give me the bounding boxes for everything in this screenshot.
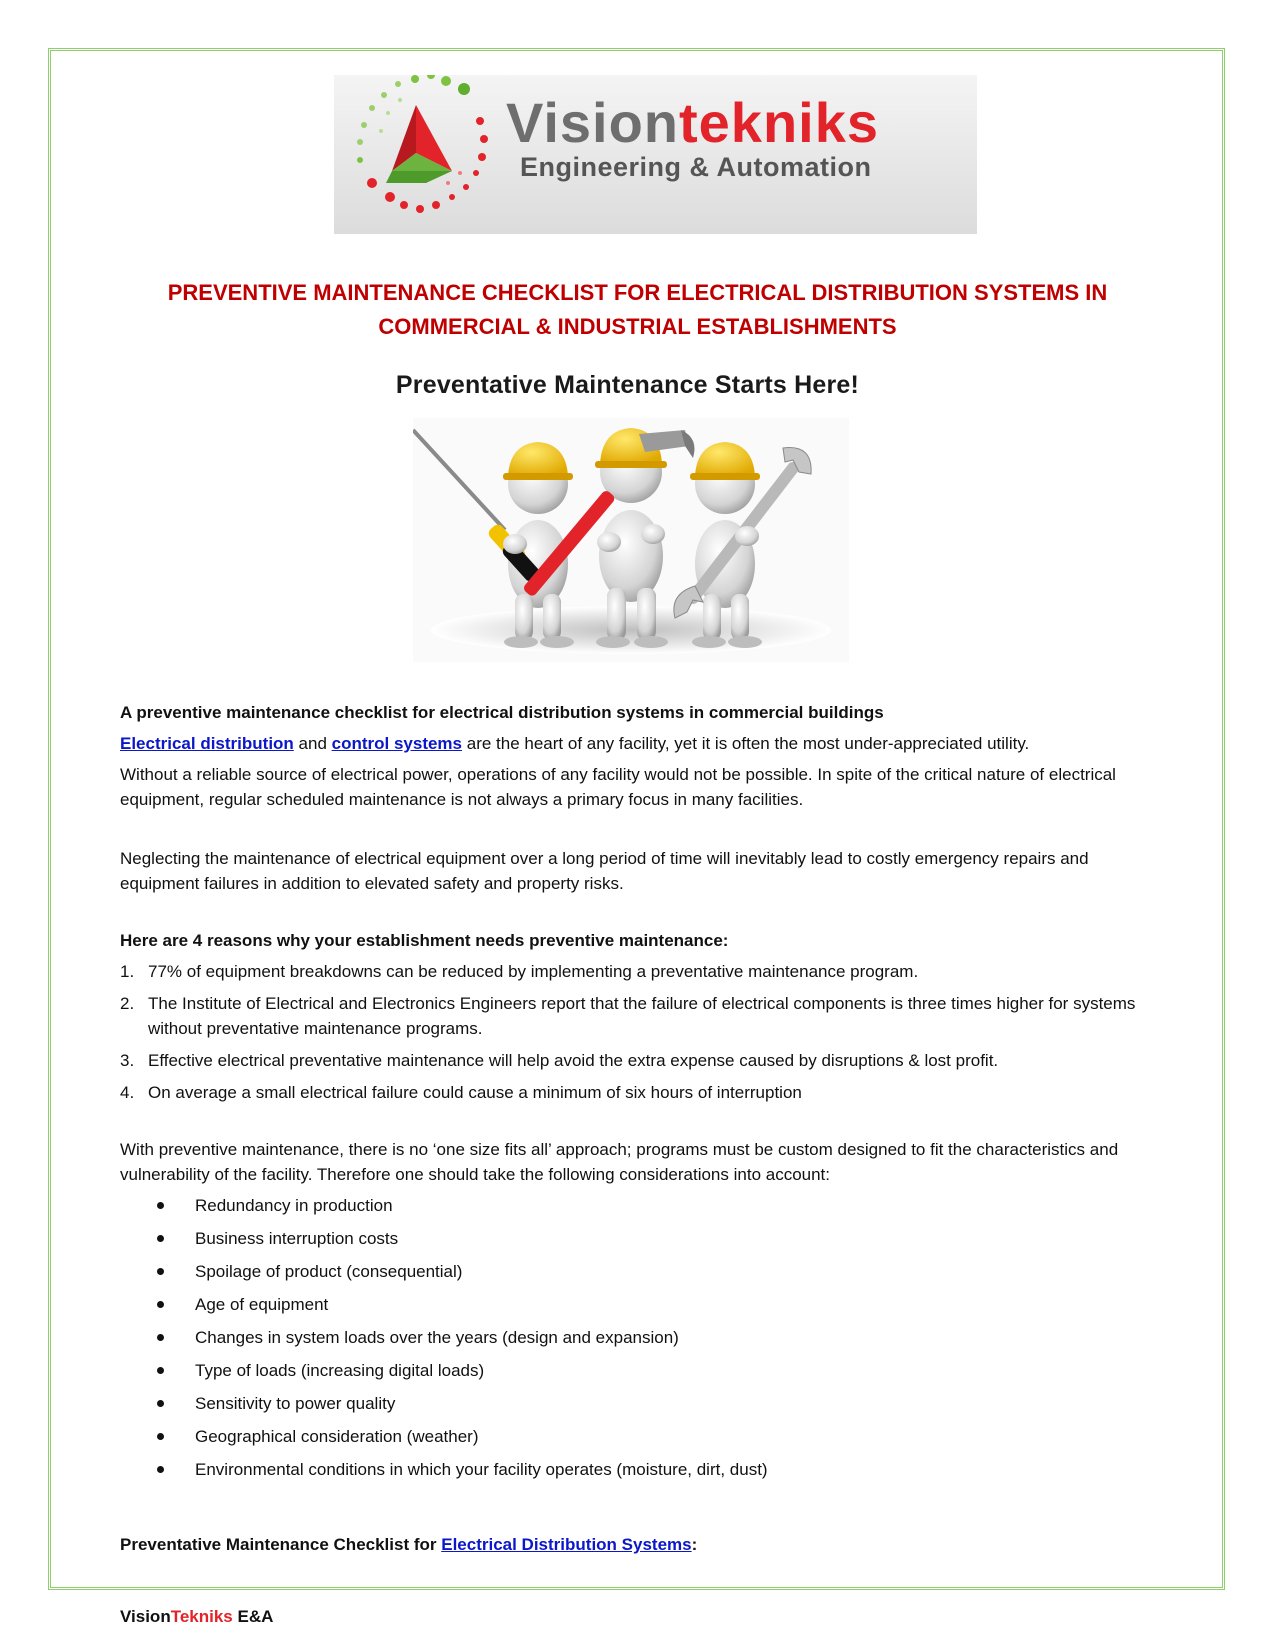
list-item: Business interruption costs — [120, 1226, 1160, 1259]
title-line-1: PREVENTIVE MAINTENANCE CHECKLIST FOR ELECTRICAL DISTRIBUTION SYSTEMS IN — [167, 280, 1108, 305]
list-item: Type of loads (increasing digital loads) — [120, 1358, 1160, 1391]
list-item: 3. Effective electrical preventative maintenance will help avoid the extra expense caused by disruptions & lost profit. — [120, 1051, 999, 1070]
list-item: Sensitivity to power quality — [120, 1391, 1160, 1424]
three-workers-illustration — [413, 418, 849, 662]
intro-paragraph-3: Neglecting the maintenance of electrical equipment over a long period of time will inevitably lead to costly emergency repairs and equipment failures in addition to elevated safety and property risks. — [120, 849, 1089, 893]
list-item: 2. The Institute of Electrical and Electronics Engineers report that the failure of electrical components is three times higher for systems without preventative maintenance programs. — [120, 994, 1136, 1038]
considerations-list — [120, 1193, 1160, 1490]
bullet-icon — [157, 1268, 164, 1275]
hero-caption: Preventative Maintenance Starts Here! — [395, 371, 860, 399]
bullet-icon — [157, 1301, 164, 1308]
bullet-icon — [157, 1334, 164, 1341]
electrical-distribution-link[interactable]: Electrical distribution — [120, 734, 294, 753]
list-item: Changes in system loads over the years (design and expansion) — [120, 1325, 1160, 1358]
bullet-icon — [157, 1433, 164, 1440]
company-logo — [334, 75, 977, 234]
bullet-icon — [157, 1235, 164, 1242]
checklist-heading: Preventative Maintenance Checklist for Electrical Distribution Systems: — [120, 1535, 698, 1554]
list-item: 1. 77% of equipment breakdowns can be reduced by implementing a preventative maintenance program. — [120, 962, 919, 981]
logo-wordmark: Visiontekniks — [506, 91, 880, 154]
intro-paragraph-2: Without a reliable source of electrical power, operations of any facility would not be possible. In spite of the critical nature of electrical equipment, regular scheduled maintenance is not always a primary focus in many facilities. — [120, 765, 1116, 809]
list-item: Spoilage of product (consequential) — [120, 1259, 1160, 1292]
list-item: Age of equipment — [120, 1292, 1160, 1325]
bullet-icon — [157, 1466, 164, 1473]
intro-heading: A preventive maintenance checklist for electrical distribution systems in commercial buildings — [120, 703, 884, 722]
considerations-intro: With preventive maintenance, there is no ‘one size fits all’ approach; programs must be custom designed to fit the characteristics and vulnerability of the facility. Therefore one should take the following considerations into account: — [120, 1140, 1119, 1184]
footer-brand: VisionTekniks E&A — [120, 1607, 274, 1626]
document-title — [120, 276, 1155, 344]
logo-emblem-icon — [334, 75, 504, 234]
reasons-heading: Here are 4 reasons why your establishment needs preventive maintenance: — [120, 931, 729, 950]
electrical-distribution-systems-link[interactable]: Electrical Distribution Systems — [441, 1535, 692, 1554]
bullet-icon — [157, 1202, 164, 1209]
list-item: 4. On average a small electrical failure could cause a minimum of six hours of interruption — [120, 1083, 802, 1102]
list-item: Redundancy in production — [120, 1193, 1160, 1226]
intro-paragraph-1: Electrical distribution and control systems are the heart of any facility, yet it is often the most under-appreciated utility. — [120, 734, 1030, 753]
list-item: Geographical consideration (weather) — [120, 1424, 1160, 1457]
article-body — [120, 700, 1160, 1557]
reasons-list — [120, 959, 1160, 1105]
logo-tagline: Engineering & Automation — [520, 152, 872, 182]
control-systems-link[interactable]: control systems — [331, 734, 463, 753]
bullet-icon — [157, 1367, 164, 1374]
title-line-2: COMMERCIAL & INDUSTRIAL ESTABLISHMENTS — [378, 314, 897, 339]
bullet-icon — [157, 1400, 164, 1407]
list-item: Environmental conditions in which your facility operates (moisture, dirt, dust) — [120, 1457, 1160, 1490]
